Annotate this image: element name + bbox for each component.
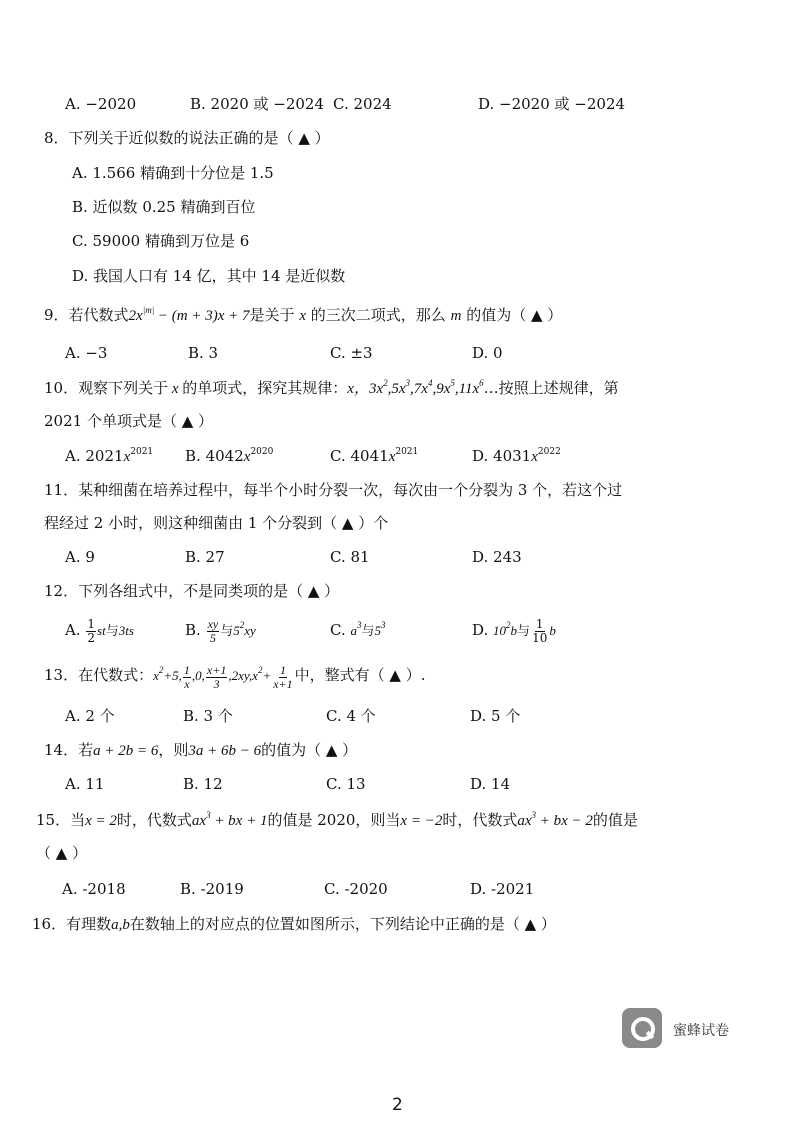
q12-option-a: A. $\frac{1}{2}$ st与3ts	[65, 616, 134, 645]
q16-stem	[32, 914, 556, 935]
q13-option-a: A. 2 个	[65, 707, 115, 725]
q9-var-x: x	[299, 308, 306, 324]
q15-text-b: 时，代数式	[116, 811, 192, 829]
q14-option-c: C. 13	[326, 775, 366, 793]
q15-option-a: A. -2018	[62, 880, 126, 898]
q14-expression: 3a + 6b − 6	[188, 743, 262, 759]
q12-fraction-tenth: $\frac{1}{10}$	[532, 616, 548, 645]
q10-stem	[44, 378, 619, 399]
brand-label: 蜜蜂试卷	[673, 1023, 729, 1039]
q10-stem-line2: 2021 个单项式是（ ▲ ）	[44, 412, 214, 430]
page-number: 2	[392, 1095, 403, 1115]
q9-text-c: 的值为（ ▲ ）	[466, 306, 563, 324]
q10-option-a-coef: 2021	[85, 447, 124, 465]
q7-option-d: D. −2020 或 −2024	[478, 95, 626, 113]
q9-text-a: 是关于	[249, 306, 295, 324]
q15-cond1: x = 2	[85, 813, 117, 829]
q9-stem	[44, 305, 562, 326]
q14-option-b: B. 12	[183, 775, 223, 793]
q12-option-c-label: C.	[330, 621, 346, 639]
q12-fraction-half: $\frac{1}{2}$	[87, 616, 96, 645]
q13-text-a: 13．在代数式：	[44, 666, 154, 684]
q10-var-x: x	[168, 381, 183, 397]
q12-fraction-xy5: $\frac{xy}{5}$	[207, 616, 219, 645]
q9-var-m: m	[450, 308, 462, 324]
q10-option-b-label: B.	[185, 447, 201, 465]
q10-option-a-exp: 2021	[130, 447, 154, 457]
q15-text-a: 15．当	[36, 811, 86, 829]
q13-expressions: $x^2+5$, $\frac{1}{x}$ ,0, $\frac{x+1}{3}$ $,2xy,x^2+$ $\frac{1}{x+1}$	[153, 662, 293, 691]
q12-option-c: C. $a^3$与$5^3$	[330, 620, 386, 639]
q8-option-a: A. 1.566 精确到十分位是 1.5	[72, 164, 274, 182]
q11-option-d: D. 243	[472, 548, 522, 566]
q13-option-d: D. 5 个	[470, 707, 521, 725]
q9-option-b: B. 3	[188, 344, 219, 362]
q15-expr1: $ax^3$ + bx + 1	[191, 810, 268, 829]
q10-option-b-exp: 2020	[250, 447, 274, 457]
q10-text-b: 的单项式，探究其规律：	[182, 379, 348, 397]
q10-option-b	[185, 446, 273, 467]
q9-text-b: 的三次二项式，那么	[310, 306, 446, 324]
q13-option-c: C. 4 个	[326, 707, 376, 725]
q13-text-b: 中，整式有（ ▲ ）.	[294, 666, 426, 684]
q14-text-a: 14．若	[44, 741, 94, 759]
q9-number: 9．若代数式	[44, 306, 129, 324]
q12-with-b: 与	[220, 624, 234, 639]
q12-with-a: 与	[105, 624, 119, 639]
q15-text-e: 的值是	[592, 811, 638, 829]
q11-option-a: A. 9	[65, 548, 95, 566]
q12-with-d: 与	[517, 624, 531, 639]
q7-option-a: A. −2020	[65, 95, 137, 113]
q15-option-b: B. -2019	[180, 880, 244, 898]
q15-option-c: C. -2020	[324, 880, 388, 898]
bee-paper-logo-icon	[622, 1008, 662, 1048]
q10-text-a: 10．观察下列关于	[44, 379, 169, 397]
q8-option-d: D. 我国人口有 14 亿，其中 14 是近似数	[72, 267, 346, 285]
q12-stem: 12．下列各组式中，不是同类项的是（ ▲ ）	[44, 582, 340, 600]
q10-option-d-coef: 4031	[493, 447, 532, 465]
q15-text-c: 的值是 2020，则当	[267, 811, 401, 829]
q14-condition: a + 2b = 6	[93, 743, 159, 759]
q11-option-c: C. 81	[330, 548, 370, 566]
q12-option-b-label: B.	[185, 621, 201, 639]
q15-cond2: x = −2	[400, 813, 443, 829]
q9-option-a: A. −3	[65, 344, 108, 362]
q10-option-a	[65, 446, 153, 467]
q10-option-a-var: x	[123, 449, 131, 465]
q14-option-a: A. 11	[65, 775, 105, 793]
q10-option-d-exp: 2022	[537, 447, 561, 457]
q10-option-c	[330, 446, 418, 467]
q7-option-b: B. 2020 或 −2024	[190, 95, 325, 113]
q12-with-c: 与	[361, 624, 375, 639]
q15-text-d: 时，代数式	[442, 811, 518, 829]
q15-stem-line2: （ ▲ ）	[36, 844, 88, 862]
q8-option-c: C. 59000 精确到万位是 6	[72, 232, 250, 250]
q16-text-b: 在数轴上的对应点的位置如图所示，下列结论中正确的是（ ▲ ）	[129, 915, 556, 933]
q15-option-d: D. -2021	[470, 880, 535, 898]
q14-text-c: 的值为（ ▲ ）	[261, 741, 358, 759]
q9-expression: $2x^{|m|} - (m + 3)x + 7$	[128, 305, 250, 324]
q12-option-d: D. $10^2b$与 $\frac{1}{10}$ b	[472, 616, 556, 645]
q10-text-c: …按照上述规律，第	[483, 379, 619, 397]
q14-option-d: D. 14	[470, 775, 511, 793]
q10-option-b-var: x	[243, 449, 251, 465]
q11-option-b: B. 27	[185, 548, 225, 566]
q13-option-b: B. 3 个	[183, 707, 233, 725]
q7-option-c: C. 2024	[333, 95, 392, 113]
q12-option-d-label: D.	[472, 621, 489, 639]
q9-option-d: D. 0	[472, 344, 503, 362]
q14-text-b: ，则	[158, 741, 189, 759]
q16-vars: a,b	[111, 917, 130, 933]
q11-stem-line2: 程经过 2 小时，则这种细菌由 1 个分裂到（ ▲ ）个	[44, 514, 389, 532]
q8-stem: 8．下列关于近似数的说法正确的是（ ▲ ）	[44, 129, 330, 147]
q10-option-c-var: x	[388, 449, 396, 465]
q10-option-c-exp: 2021	[395, 447, 419, 457]
q10-option-d-var: x	[531, 449, 538, 465]
q16-text-a: 16．有理数	[32, 915, 112, 933]
q11-stem-line1: 11．某种细菌在培养过程中，每半个小时分裂一次，每次由一个分裂为 3 个，若这个过	[44, 481, 623, 499]
q10-option-d-label: D.	[472, 447, 489, 465]
q10-option-c-label: C.	[330, 447, 346, 465]
q15-stem	[36, 810, 638, 831]
q10-sequence: x，$3x^2,5x^3,7x^4,9x^5,11x^6$	[347, 378, 484, 397]
q14-stem	[44, 740, 357, 761]
q12-option-b: B. $\frac{xy}{5}$ 与$5^2xy$	[185, 616, 256, 645]
q10-option-c-coef: 4041	[350, 447, 389, 465]
q13-stem	[44, 659, 426, 692]
q9-option-c: C. ±3	[330, 344, 373, 362]
q10-option-a-label: A.	[65, 447, 81, 465]
q10-option-b-coef: 4042	[205, 447, 244, 465]
q12-option-a-label: A.	[65, 621, 81, 639]
q8-option-b: B. 近似数 0.25 精确到百位	[72, 198, 256, 216]
q10-option-d	[472, 446, 561, 467]
q15-expr2: $ax^3$ + bx − 2	[517, 810, 593, 829]
